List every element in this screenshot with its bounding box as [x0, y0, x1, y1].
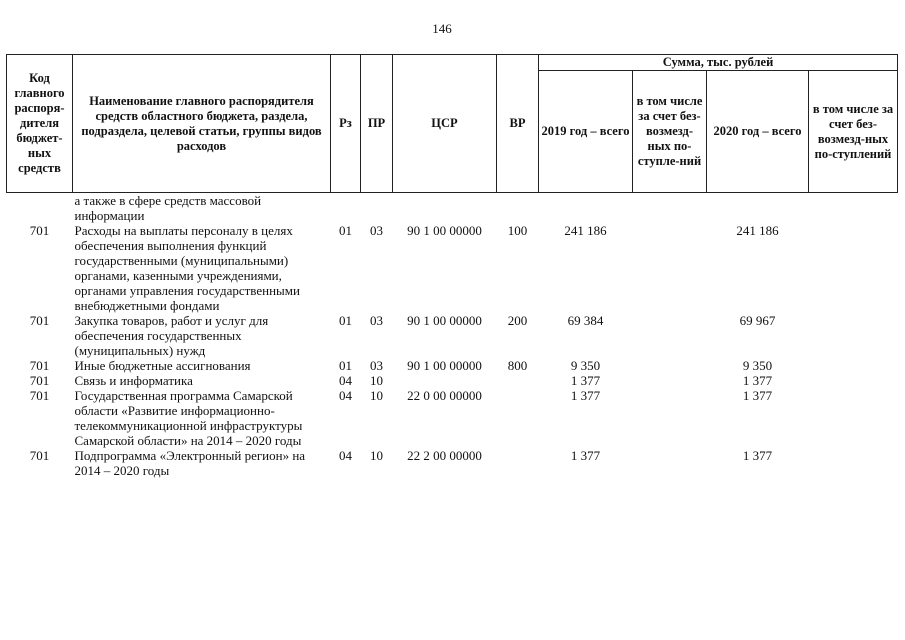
cell-2020-total: 9 350: [742, 358, 773, 373]
cell-2019-free: [633, 448, 707, 478]
cell-2020-total: 1 377: [742, 388, 773, 403]
header-2019-free: в том числе за счет без-возмезд-ных по-ступле-ний: [633, 71, 707, 193]
cell-rz: [331, 193, 361, 224]
cell-csr: 90 1 00 00000: [407, 358, 482, 373]
cell-vr: [497, 193, 539, 224]
header-2020-free: в том числе за счет без-возмезд-ных по-ступлений: [809, 71, 898, 193]
header-pr: ПР: [361, 55, 393, 193]
cell-name: а также в сфере средств массовой информации: [74, 193, 262, 223]
cell-csr: [393, 193, 497, 224]
cell-2020-free: [809, 223, 898, 313]
cell-2019-free: [633, 373, 707, 388]
cell-vr: [497, 373, 539, 388]
cell-name: Иные бюджетные ассигнования: [74, 358, 251, 373]
table-row: [7, 358, 898, 373]
cell-vr: 200: [507, 313, 528, 328]
cell-pr: [361, 193, 393, 224]
cell-code: 701: [29, 373, 50, 388]
cell-2020-free: [809, 313, 898, 358]
cell-vr: [497, 388, 539, 448]
table-row: [7, 313, 898, 358]
cell-vr: [497, 448, 539, 478]
cell-name: Государственная программа Самарской области «Развитие информационно-телекоммуникационной инфраструктуры Самарской области» на 2014 – 2020 годы: [74, 388, 303, 448]
cell-2020-total: 69 967: [739, 313, 776, 328]
header-2020-total: 2020 год – всего: [707, 71, 809, 193]
cell-2020-free: [809, 373, 898, 388]
header-code: Код главного распоря-дителя бюджет-ных средств: [7, 55, 73, 193]
cell-pr: 10: [370, 448, 383, 463]
cell-code: 701: [29, 223, 50, 238]
cell-2020-total: 241 186: [736, 223, 779, 238]
cell-csr: 22 0 00 00000: [407, 388, 482, 403]
header-sum: Сумма, тыс. рублей: [539, 55, 898, 71]
cell-2019-free: [633, 388, 707, 448]
cell-2019-total: 1 377: [570, 388, 601, 403]
table-row: [7, 388, 898, 448]
cell-pr: 03: [370, 358, 383, 373]
cell-csr: 90 1 00 00000: [407, 313, 482, 328]
cell-pr: 03: [370, 223, 383, 238]
table-row: [7, 448, 898, 478]
cell-code: 701: [29, 358, 50, 373]
header-name: Наименование главного распорядителя средств областного бюджета, раздела, подраздела, целевой статьи, группы видов расходов: [73, 55, 331, 193]
cell-csr: 22 2 00 00000: [407, 448, 482, 463]
cell-2019-total: 69 384: [567, 313, 604, 328]
page-number: 146: [432, 21, 452, 36]
cell-rz: 01: [339, 313, 352, 328]
table-row: [7, 373, 898, 388]
cell-2020-free: [809, 193, 898, 224]
header-rz: Рз: [331, 55, 361, 193]
cell-rz: 01: [339, 358, 352, 373]
table-row: [7, 193, 898, 224]
header-csr: ЦСР: [393, 55, 497, 193]
cell-2020-free: [809, 448, 898, 478]
cell-2019-total: 9 350: [570, 358, 601, 373]
cell-2020-free: [809, 388, 898, 448]
cell-2019-total: 1 377: [570, 448, 601, 463]
cell-2020-total: [707, 193, 809, 224]
cell-name: Расходы на выплаты персоналу в целях обеспечения выполнения функций государственными (муниципальными) органами, казенными учреждениями, органами управления государственными внебюджетными фондами: [74, 223, 300, 313]
cell-name: Подпрограмма «Электронный регион» на 2014 – 2020 годы: [74, 448, 306, 478]
cell-2019-total: 1 377: [570, 373, 601, 388]
cell-2019-free: [633, 223, 707, 313]
budget-table: [6, 54, 898, 478]
cell-code: 701: [29, 448, 50, 463]
cell-code: 701: [29, 388, 50, 403]
cell-name: Связь и информатика: [74, 373, 193, 388]
cell-2020-total: 1 377: [742, 373, 773, 388]
cell-rz: 04: [339, 373, 352, 388]
cell-pr: 03: [370, 313, 383, 328]
cell-2020-total: 1 377: [742, 448, 773, 463]
cell-vr: 800: [507, 358, 528, 373]
cell-pr: 10: [370, 388, 383, 403]
cell-2020-free: [809, 358, 898, 373]
cell-vr: 100: [507, 223, 528, 238]
table-header: [7, 55, 898, 193]
table-body: [7, 193, 898, 479]
cell-2019-free: [633, 193, 707, 224]
cell-csr: 90 1 00 00000: [407, 223, 482, 238]
cell-code: 701: [29, 313, 50, 328]
table-row: [7, 223, 898, 313]
cell-2019-total: 241 186: [564, 223, 607, 238]
header-vr: ВР: [497, 55, 539, 193]
cell-rz: 01: [339, 223, 352, 238]
cell-rz: 04: [339, 388, 352, 403]
cell-csr: [393, 373, 497, 388]
cell-2019-free: [633, 358, 707, 373]
cell-2019-free: [633, 313, 707, 358]
header-2019-total: 2019 год – всего: [539, 71, 633, 193]
cell-2019-total: [539, 193, 633, 224]
cell-rz: 04: [339, 448, 352, 463]
cell-name: Закупка товаров, работ и услуг для обеспечения государственных (муниципальных) нужд: [74, 313, 269, 358]
cell-code: [7, 193, 73, 224]
cell-pr: 10: [370, 373, 383, 388]
